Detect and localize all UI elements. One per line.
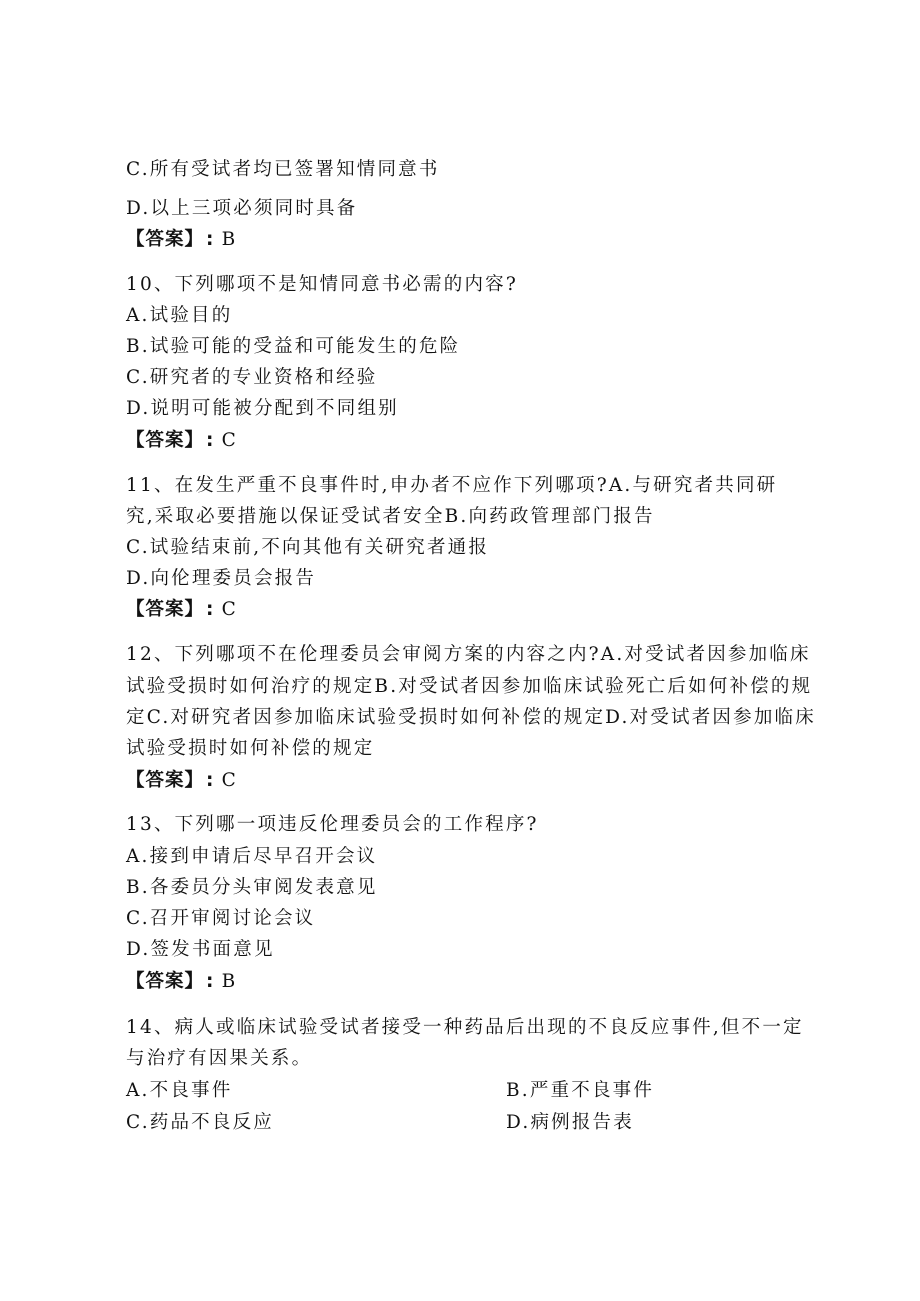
answer-value: B — [221, 229, 238, 250]
answer-label: 【答案】 — [126, 770, 205, 791]
q10-option-a: A.试验目的 — [126, 305, 233, 326]
answer-separator: : — [206, 599, 216, 620]
q14-option-row-1 — [126, 1079, 655, 1103]
q13-option-d: D.签发书面意见 — [126, 939, 275, 960]
answer-value: C — [221, 599, 238, 620]
q12-question-line-4: 试验受损时如何补偿的规定 — [126, 738, 375, 759]
q11-question-line-1: 11、在发生严重不良事件时,申办者不应作下列哪项?A.与研究者共同研 — [126, 475, 778, 496]
answer-value: B — [221, 971, 238, 992]
answer-label: 【答案】 — [126, 599, 205, 620]
q10-option-c: C.研究者的专业资格和经验 — [126, 367, 378, 388]
q12-question-line-1: 12、下列哪项不在伦理委员会审阅方案的内容之内?A.对受试者因参加临床 — [126, 644, 811, 665]
q14-option-a: A.不良事件 — [126, 1080, 233, 1101]
answer-label: 【答案】 — [126, 229, 205, 250]
answer-value: C — [221, 770, 238, 791]
q9-option-d: D.以上三项必须同时具备 — [126, 198, 358, 219]
q11-option-c: C.试验结束前,不向其他有关研究者通报 — [126, 537, 490, 558]
q11-option-d: D.向伦理委员会报告 — [126, 568, 317, 589]
q13-option-b: B.各委员分头审阅发表意见 — [126, 877, 378, 898]
answer-value: C — [221, 430, 238, 451]
q10-answer — [126, 429, 238, 453]
q14-option-b: B.严重不良事件 — [506, 1080, 655, 1101]
q14-question-line-2: 与治疗有因果关系。 — [126, 1048, 313, 1069]
q11-answer — [126, 598, 238, 622]
q10-question: 10、下列哪项不是知情同意书必需的内容? — [126, 274, 518, 295]
q12-question-line-3: 定C.对研究者因参加临床试验受损时如何补偿的规定D.对受试者因参加临床 — [126, 707, 816, 728]
answer-label: 【答案】 — [126, 971, 205, 992]
q11-question-line-2: 究,采取必要措施以保证受试者安全B.向药政管理部门报告 — [126, 506, 655, 527]
q12-question-line-2: 试验受损时如何治疗的规定B.对受试者因参加临床试验死亡后如何补偿的规 — [126, 676, 813, 697]
q13-option-c: C.召开审阅讨论会议 — [126, 908, 316, 929]
q9-answer — [126, 228, 237, 252]
q12-answer — [126, 769, 238, 793]
answer-label: 【答案】 — [126, 430, 205, 451]
q13-option-a: A.接到申请后尽早召开会议 — [126, 846, 378, 867]
q14-option-c: C.药品不良反应 — [126, 1112, 274, 1133]
q9-option-c: C.所有受试者均已签署知情同意书 — [126, 159, 440, 180]
q14-option-row-2 — [126, 1111, 634, 1135]
answer-separator: : — [206, 430, 216, 451]
answer-separator: : — [206, 971, 216, 992]
q14-option-d: D.病例报告表 — [506, 1112, 634, 1133]
answer-separator: : — [206, 229, 216, 250]
answer-separator: : — [206, 770, 216, 791]
q13-question: 13、下列哪一项违反伦理委员会的工作程序? — [126, 814, 539, 835]
q10-option-b: B.试验可能的受益和可能发生的危险 — [126, 336, 461, 357]
q10-option-d: D.说明可能被分配到不同组别 — [126, 398, 399, 419]
q14-question-line-1: 14、病人或临床试验受试者接受一种药品后出现的不良反应事件,但不一定 — [126, 1017, 804, 1038]
q13-answer — [126, 970, 237, 994]
